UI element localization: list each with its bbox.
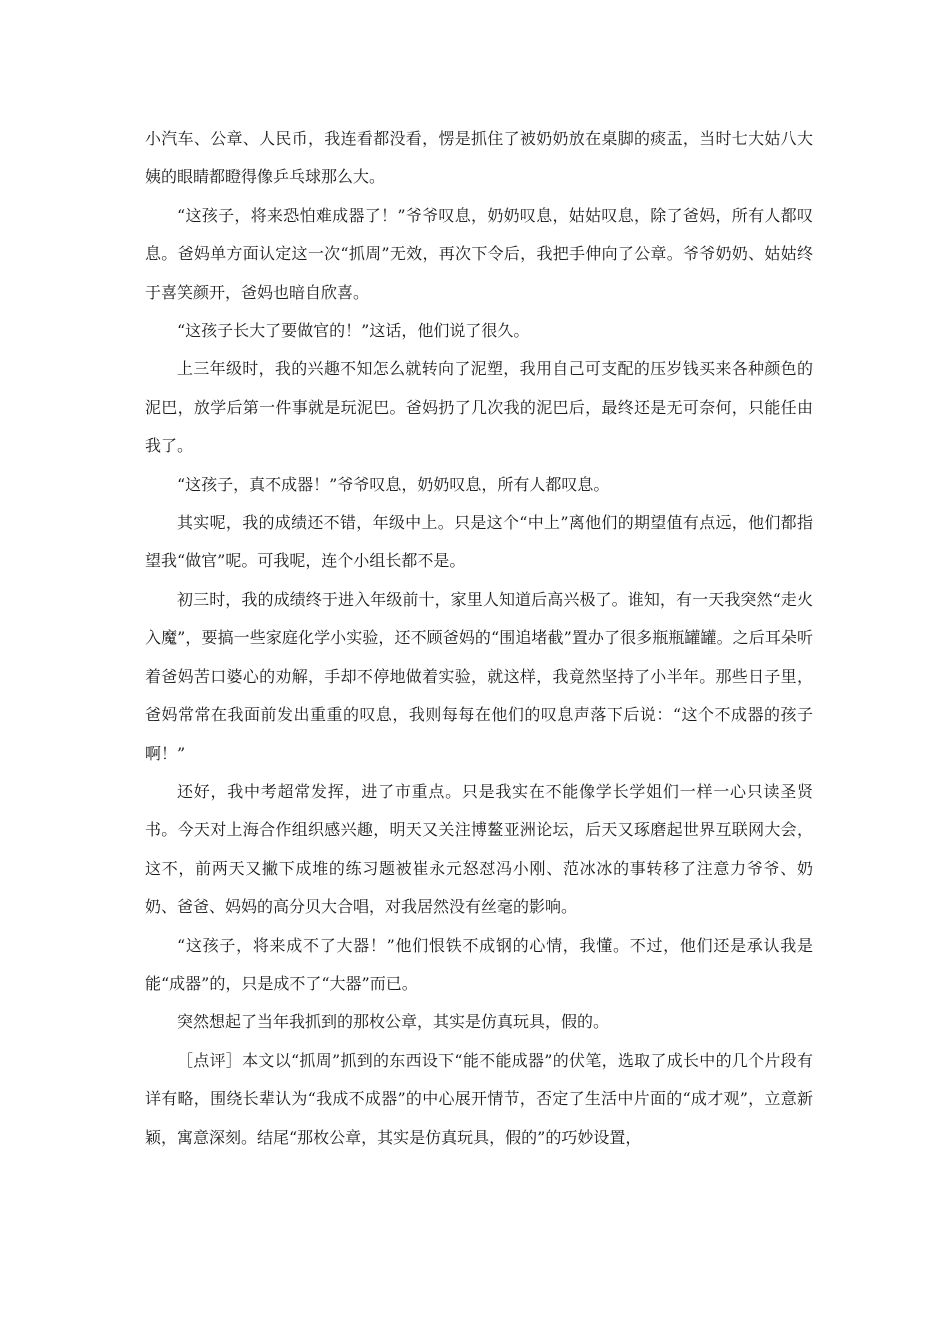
paragraph-4: 上三年级时，我的兴趣不知怎么就转向了泥塑，我用自己可支配的压岁钱买来各种颜色的泥巴，放学后第一件事就是玩泥巴。爸妈扔了几次我的泥巴后，最终还是无可奈何，只能任由我了。 [145,359,813,456]
paragraph-10: 突然想起了当年我抓到的那枚公章，其实是仿真玩具，假的。 [177,1012,610,1032]
paragraph-9: “这孩子，将来成不了大器！”他们恨铁不成钢的心情，我懂。不过，他们还是承认我是能“成器”的，只是成不了“大器”而已。 [145,935,813,993]
paragraph-8: 还好，我中考超常发挥，进了市重点。只是我实在不能像学长学姐们一样一心只读圣贤书。今天对上海合作组织感兴趣，明天又关注博鳌亚洲论坛，后天又琢磨起世界互联网大会，这不，前两天又撇下成堆的练习题被崔永元怒怼冯小刚、范冰冰的事转移了注意力爷爷、奶奶、爸爸、妈妈的高分贝大合唱，对我居然没有丝毫的影响。 [145,781,813,917]
paragraph-6: 其实呢，我的成绩还不错，年级中上。只是这个“中上”离他们的期望值有点远，他们都指望我“做官”呢。可我呢，连个小组长都不是。 [145,513,813,571]
paragraph-2: “这孩子，将来恐怕难成器了！”爷爷叹息，奶奶叹息，姑姑叹息，除了爸妈，所有人都叹息。爸妈单方面认定这一次“抓周”无效，再次下令后，我把手伸向了公章。爷爷奶奶、姑姑终于喜笑颜开，爸妈也暗自欣喜。 [145,205,813,302]
paragraph-7: 初三时，我的成绩终于进入年级前十，家里人知道后高兴极了。谁知，有一天我突然“走火入魔”，要搞一些家庭化学小实验，还不顾爸妈的“围追堵截”置办了很多瓶瓶罐罐。之后耳朵听着爸妈苦口婆心的劝解，手却不停地做着实验，就这样，我竟然坚持了小半年。那些日子里，爸妈常常在我面前发出重重的叹息，我则每每在他们的叹息声落下后说：“这个不成器的孩子啊！” [145,589,813,763]
paragraph-5: “这孩子，真不成器！”爷爷叹息，奶奶叹息，所有人都叹息。 [177,474,610,494]
paragraph-1: 小汽车、公章、人民币，我连看都没看，愣是抓住了被奶奶放在桌脚的痰盂，当时七大姑八大姨的眼睛都瞪得像乒乓球那么大。 [145,129,813,187]
commentary-paragraph: ［点评］本文以“抓周”抓到的东西设下“能不能成器”的伏笔，选取了成长中的几个片段有详有略，围绕长辈认为“我成不成器”的中心展开情节，否定了生活中片面的“成才观”，立意新颖，寓意深刻。结尾“那枚公章，其实是仿真玩具，假的”的巧妙设置， [145,1050,813,1147]
paragraph-3: “这孩子长大了要做官的！”这话，他们说了很久。 [177,321,530,341]
article-body [145,120,813,1157]
